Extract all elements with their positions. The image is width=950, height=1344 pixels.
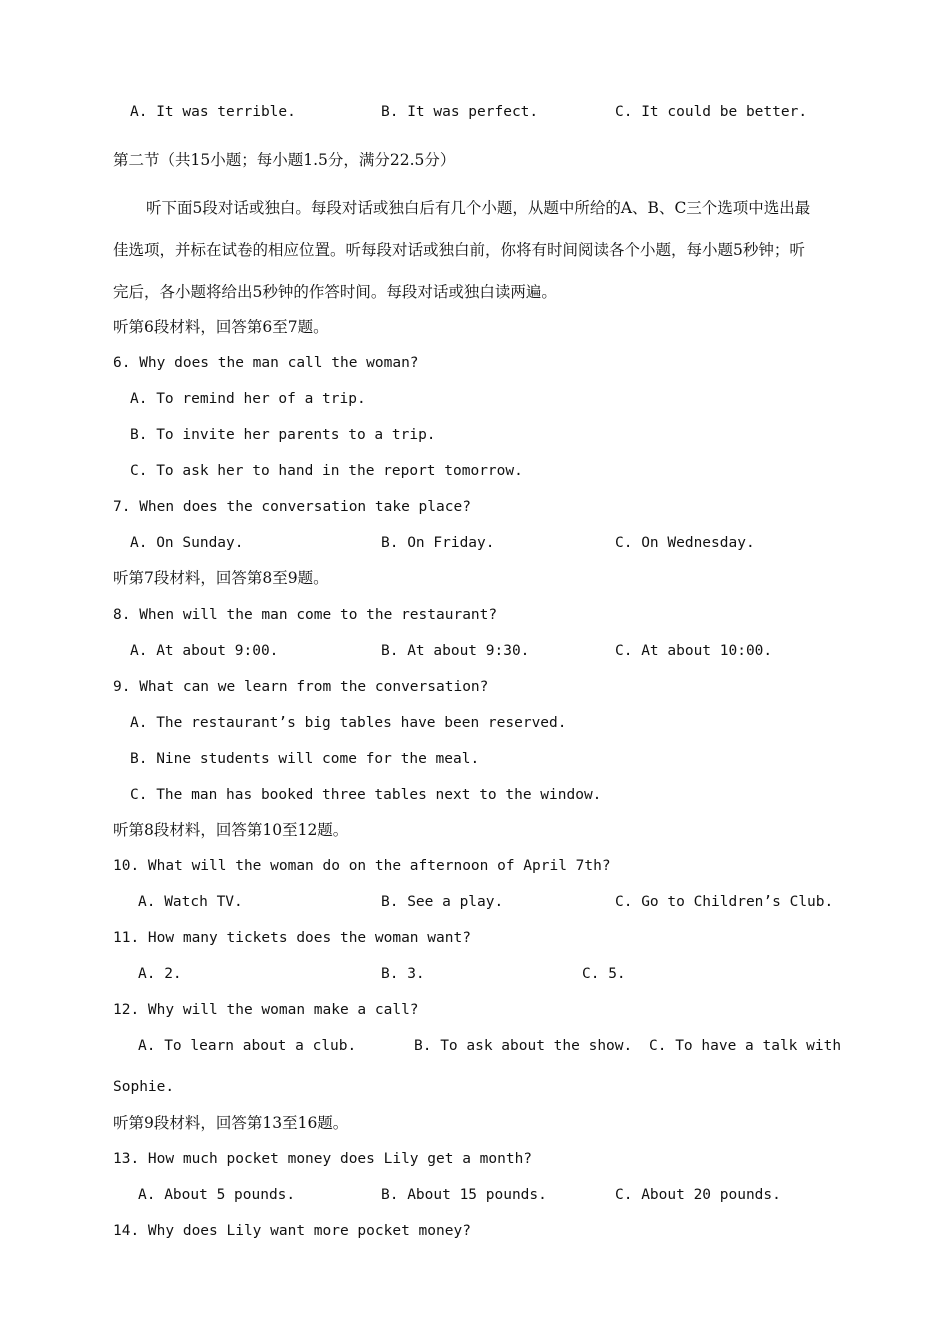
q12-option-c-continued: Sophie. <box>113 1079 175 1095</box>
q6-option-c: C. To ask her to hand in the report tomorrow. <box>130 463 523 479</box>
q9-option-c: C. The man has booked three tables next to the window. <box>130 787 602 803</box>
q10-stem: 10. What will the woman do on the afternoon of April 7th? <box>113 858 611 874</box>
section2-instructions-line3: 完后，各小题将给出5秒钟的作答时间。每段对话或独白读两遍。 <box>113 283 557 301</box>
q5-option-a: A. It was terrible. <box>130 104 296 120</box>
material8-heading: 听第8段材料，回答第10至12题。 <box>113 821 349 839</box>
q13-option-b: B. About 15 pounds. <box>381 1187 547 1203</box>
q8-option-c: C. At about 10:00. <box>615 643 773 659</box>
q8-stem: 8. When will the man come to the restaurant? <box>113 607 498 623</box>
q11-stem: 11. How many tickets does the woman want? <box>113 930 471 946</box>
q12-option-c: C. To have a talk with <box>649 1038 842 1054</box>
q6-stem: 6. Why does the man call the woman? <box>113 355 419 371</box>
q5-option-b: B. It was perfect. <box>381 104 539 120</box>
q13-option-c: C. About 20 pounds. <box>615 1187 781 1203</box>
q5-option-c: C. It could be better. <box>615 104 808 120</box>
q7-option-b: B. On Friday. <box>381 535 495 551</box>
q12-option-b: B. To ask about the show. <box>414 1038 633 1054</box>
q6-option-a: A. To remind her of a trip. <box>130 391 366 407</box>
q11-option-c: C. 5. <box>582 966 626 982</box>
material9-heading: 听第9段材料，回答第13至16题。 <box>113 1114 349 1132</box>
q13-option-a: A. About 5 pounds. <box>138 1187 296 1203</box>
q6-option-b: B. To invite her parents to a trip. <box>130 427 436 443</box>
q9-stem: 9. What can we learn from the conversation? <box>113 679 489 695</box>
q9-option-b: B. Nine students will come for the meal. <box>130 751 480 767</box>
section2-instructions-line1: 听下面5段对话或独白。每段对话或独白后有几个小题，从题中所给的A、B、C三个选项中选出最 <box>146 199 811 217</box>
q14-stem: 14. Why does Lily want more pocket money? <box>113 1223 471 1239</box>
section2-instructions-line2: 佳选项，并标在试卷的相应位置。听每段对话或独白前，你将有时间阅读各个小题，每小题5秒钟；听 <box>113 241 805 259</box>
q7-option-a: A. On Sunday. <box>130 535 244 551</box>
q10-option-b: B. See a play. <box>381 894 504 910</box>
material6-heading: 听第6段材料，回答第6至7题。 <box>113 318 329 336</box>
q10-option-a: A. Watch TV. <box>138 894 243 910</box>
q9-option-a: A. The restaurant’s big tables have been reserved. <box>130 715 567 731</box>
q13-stem: 13. How much pocket money does Lily get a month? <box>113 1151 533 1167</box>
q12-option-a: A. To learn about a club. <box>138 1038 357 1054</box>
q7-stem: 7. When does the conversation take place? <box>113 499 471 515</box>
q8-option-b: B. At about 9:30. <box>381 643 530 659</box>
q10-option-c: C. Go to Children’s Club. <box>615 894 834 910</box>
section2-heading: 第二节（共15小题；每小题1.5分，满分22.5分） <box>113 151 456 169</box>
material7-heading: 听第7段材料，回答第8至9题。 <box>113 569 329 587</box>
q8-option-a: A. At about 9:00. <box>130 643 279 659</box>
q7-option-c: C. On Wednesday. <box>615 535 755 551</box>
q11-option-a: A. 2. <box>138 966 182 982</box>
q11-option-b: B. 3. <box>381 966 425 982</box>
q12-stem: 12. Why will the woman make a call? <box>113 1002 419 1018</box>
